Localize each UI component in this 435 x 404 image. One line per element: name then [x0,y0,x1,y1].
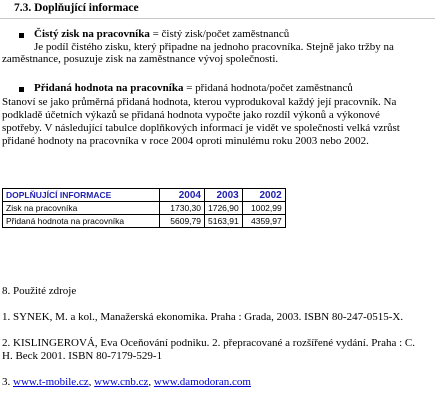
table-row [3,202,286,215]
reference-item: 1. SYNEK, M. a kol., Manažerská ekonomika. Praha : Grada, 2003. ISBN 80-247-0515-X. [2,311,404,323]
section-heading: 7.3. Doplňující informace [14,2,139,14]
link-separator: , [148,376,154,388]
link-t-mobile[interactable]: www.t-mobile.cz [13,376,89,388]
paragraph-line: zaměstnance, posuzuje zisk na zaměstnance vývoj společnosti. [2,53,279,65]
definition-formula: = přidaná hodnota/počet zaměstnanců [183,82,353,94]
references-title: 8. Použité zdroje [2,285,77,297]
definition-line [34,28,289,40]
table-cell: 1730,30 [160,202,205,215]
table-header-cell: 2003 [205,189,243,202]
paragraph-line: podkladě účetních výkazů se přidaná hodnota vypočte jako rozdíl výkonů a výkonové [2,109,380,121]
bullet-icon [19,33,24,38]
table-header-cell: DOPLŇUJÍCÍ INFORMACE [3,189,160,202]
heading-divider [0,18,435,19]
reference-item: H. Beck 2001. ISBN 80-7179-529-1 [2,350,163,362]
table-cell: Zisk na pracovníka [3,202,160,215]
definition-line [34,82,353,94]
definition-term: Přidaná hodnota na pracovníka [34,82,184,94]
table-header-row [3,189,286,202]
definition-term: Čistý zisk na pracovníka [34,28,150,40]
table-cell: 5609,79 [160,215,205,228]
paragraph-line: Je podíl čistého zisku, který připadne na jednoho pracovníka. Stejně jako tržby na [34,41,394,53]
definition-formula: = čistý zisk/počet zaměstnanců [149,28,290,40]
table-cell: Přidaná hodnota na pracovníka [3,215,160,228]
table-cell: 5163,91 [205,215,243,228]
table-header-cell: 2004 [160,189,205,202]
reference-links [2,376,251,388]
table-cell: 1726,90 [205,202,243,215]
table-row [3,215,286,228]
reference-number: 3. [2,376,13,388]
paragraph-line: Stanoví se jako průměrná přidaná hodnota, kterou vyprodukoval každý její pracovník. Na [2,96,397,108]
link-damodoran[interactable]: www.damodoran.com [153,376,251,388]
table-cell: 1002,99 [242,202,285,215]
info-table [2,188,286,228]
table-header-cell: 2002 [242,189,285,202]
paragraph-line: spotřeby. V následující tabulce doplňkových informací je vidět ve společnosti velká vzrůst [2,122,400,134]
paragraph-line: přidané hodnoty na pracovníka v roce 2004 oproti minulému roku 2003 nebo 2002. [2,135,369,147]
table-cell: 4359,97 [242,215,285,228]
link-separator: , [88,376,95,388]
bullet-icon [19,87,24,92]
reference-item: 2. KISLINGEROVÁ, Eva Oceňování podniku. 2. přepracované a rozšířené vydání. Praha : C. [2,337,415,349]
link-cnb[interactable]: www.cnb.cz [94,376,149,388]
